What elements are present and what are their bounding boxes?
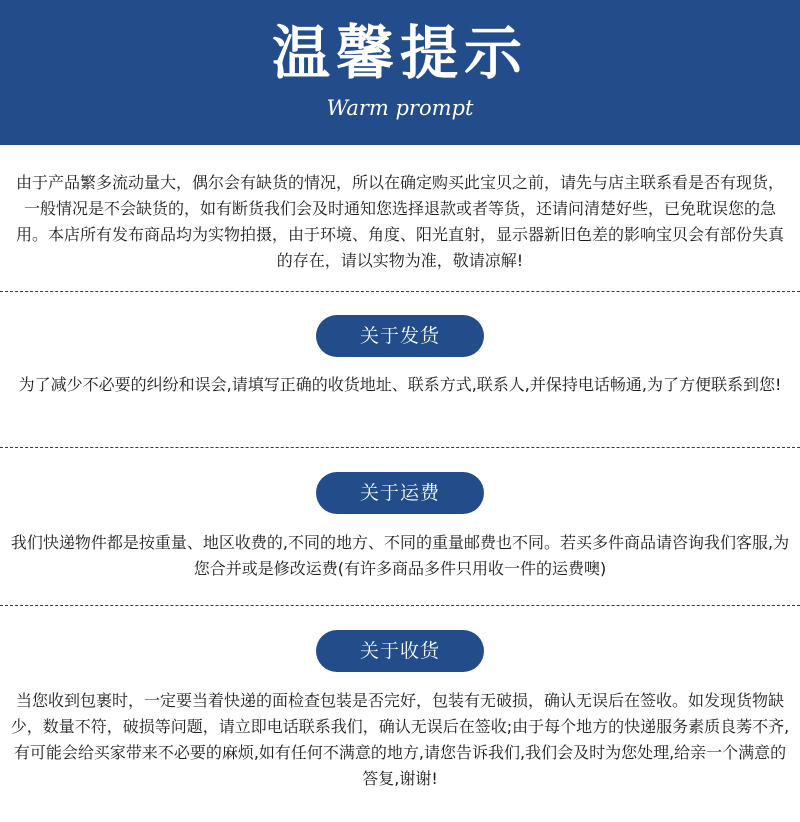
divider [0,447,800,448]
header-banner [0,0,800,145]
freight-paragraph: 我们快递物件都是按重量、地区收费的,不同的地方、不同的重量邮费也不同。若买多件商品请咨询我们客服,为您合并或是修改运费(有许多商品多件只用收一件的运费噢) [10,533,790,578]
divider [0,291,800,292]
page-title: 温馨提示 [271,19,528,87]
shipping-paragraph: 为了减少不必要的纠纷和误会,请填写正确的收货地址、联系方式,联系人,并保持电话畅通,为了方便联系到您! [18,375,782,394]
receiving-paragraph: 当您收到包裹时，一定要当着快递的面检查包装是否完好，包装有无破损，确认无误后在签收。如发现货物缺少，数量不符，破损等问题，请立即电话联系我们，确认无误后在签收;由于每个地方的快递服务素质良莠不齐,有可能会给买家带来不必要的麻烦,如有任何不满意的地方,请您告诉我们,我们会及时为您处理,给亲一个满意的答复,谢谢! [10,691,790,788]
section-heading-receiving: 关于收货 [316,630,484,672]
section-heading-shipping: 关于发货 [316,315,484,357]
intro-paragraph: 由于产品繁多流动量大，偶尔会有缺货的情况，所以在确定购买此宝贝之前，请先与店主联系看是否有现货，一般情况是不会缺货的，如有断货我们会及时通知您选择退款或者等货，还请问清楚好些，已免耽误您的急用。本店所有发布商品均为实物拍摄，由于环境、角度、阳光直射，显示器新旧色差的影响宝贝会有部份失真的存在，请以实物为准，敬请凉解! [15,173,784,270]
page-subtitle: Warm prompt [326,96,474,120]
divider [0,605,800,606]
section-heading-freight: 关于运费 [316,472,484,514]
